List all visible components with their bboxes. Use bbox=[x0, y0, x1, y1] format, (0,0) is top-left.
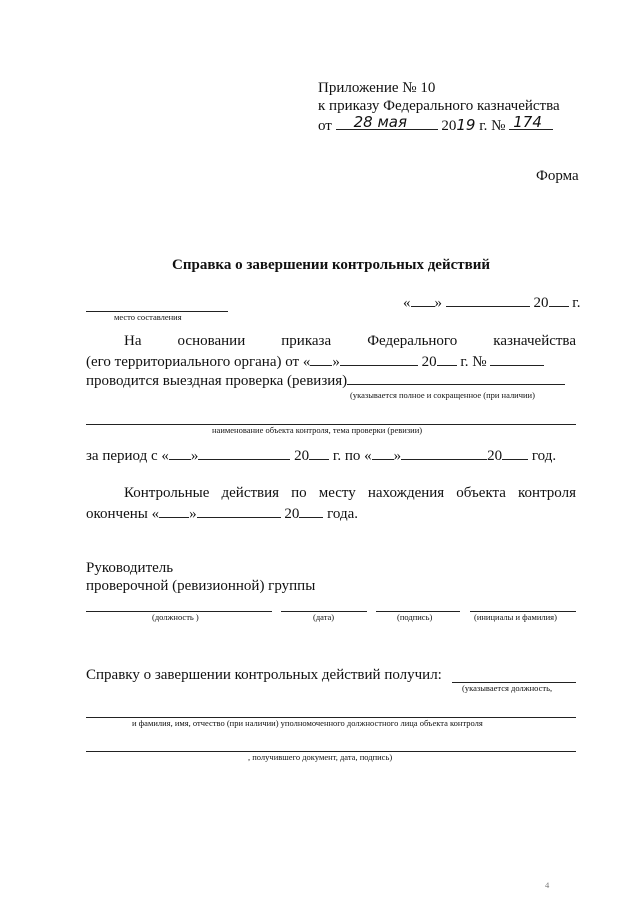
month-to-field bbox=[401, 447, 487, 460]
document-title: Справка о завершении контрольных действий bbox=[172, 257, 490, 273]
word: основании bbox=[177, 333, 246, 349]
date-handwritten: 28 мая bbox=[353, 113, 407, 131]
date-caption: (дата) bbox=[313, 612, 335, 622]
year-to-field bbox=[502, 447, 528, 460]
completion-line1: Контрольные действия по месту нахождения объекта контроля bbox=[124, 485, 576, 501]
day-to-field bbox=[372, 447, 394, 460]
year-prefix: 20 bbox=[294, 448, 310, 464]
receipt-caption3: , получившего документ, дата, подпись) bbox=[248, 752, 393, 762]
number-handwritten: 174 bbox=[513, 113, 542, 131]
receipt-caption1: (указывается должность, bbox=[462, 683, 553, 693]
number-label: г. № bbox=[460, 354, 487, 370]
paragraph1-line2 bbox=[86, 353, 544, 371]
full-name-caption: (указывается полное и сокращенное (при наличии) bbox=[350, 390, 535, 400]
day-field bbox=[411, 294, 435, 307]
number-field bbox=[490, 353, 544, 366]
form-label: Форма bbox=[536, 168, 579, 184]
head-title-line2: проверочной (ревизионной) группы bbox=[86, 578, 316, 594]
year-field bbox=[549, 294, 569, 307]
paragraph1-line1 bbox=[124, 333, 576, 350]
year-prefix: 20 bbox=[284, 506, 300, 522]
text: (его территориального органа) от « bbox=[86, 354, 311, 370]
completion-line2 bbox=[86, 505, 358, 523]
paragraph1-line3 bbox=[86, 372, 565, 390]
text: года. bbox=[327, 506, 359, 522]
year-prefix: 20 bbox=[441, 118, 457, 134]
text: » bbox=[189, 506, 197, 522]
text: » bbox=[393, 448, 402, 464]
day-field bbox=[159, 505, 189, 518]
quote-close: » bbox=[434, 295, 442, 311]
date-handwritten-field bbox=[336, 113, 438, 131]
year-suffix: г. № bbox=[479, 118, 506, 134]
word: казначейства bbox=[493, 333, 576, 349]
day-field bbox=[310, 353, 332, 366]
year-suffix: г. bbox=[572, 295, 581, 311]
month-field bbox=[340, 353, 418, 366]
word: приказа bbox=[281, 333, 332, 349]
text: г. по « bbox=[332, 448, 372, 464]
quote-open: « bbox=[403, 295, 411, 311]
receipt-caption2: и фамилия, имя, отчество (при наличии) уполномоченного должностного лица объекта контроля bbox=[132, 718, 483, 728]
text: окончены « bbox=[86, 506, 160, 522]
month-field bbox=[197, 505, 281, 518]
text: год. bbox=[531, 448, 557, 464]
footer-mark: 4 bbox=[545, 880, 550, 890]
number-handwritten-field bbox=[509, 113, 553, 131]
object-caption: наименование объекта контроля, тема проверки (ревизии) bbox=[212, 425, 423, 435]
text: проводится выездная проверка (ревизия) bbox=[86, 373, 348, 389]
order-reference: к приказу Федерального казначейства bbox=[318, 98, 560, 114]
text: » bbox=[332, 354, 340, 370]
day-from-field bbox=[169, 447, 191, 460]
name-caption: (инициалы и фамилия) bbox=[474, 612, 557, 622]
date-prefix: от bbox=[318, 118, 332, 134]
signature-caption: (подпись) bbox=[397, 612, 433, 622]
year-prefix: 20 bbox=[421, 354, 437, 370]
head-title-line1: Руководитель bbox=[86, 560, 174, 576]
month-field bbox=[446, 294, 530, 307]
word: Федерального bbox=[367, 333, 458, 349]
order-date-line bbox=[318, 113, 553, 135]
object-field bbox=[347, 372, 565, 385]
text: за период с « bbox=[86, 448, 169, 464]
year-field bbox=[437, 353, 457, 366]
place-date-row bbox=[403, 294, 580, 312]
year-prefix: 20 bbox=[533, 295, 549, 311]
appendix-number: Приложение № 10 bbox=[318, 80, 436, 96]
year-from-field bbox=[309, 447, 329, 460]
year-field bbox=[299, 505, 323, 518]
month-from-field bbox=[198, 447, 290, 460]
text: » bbox=[190, 448, 199, 464]
word: На bbox=[124, 333, 142, 349]
place-caption: место составления bbox=[114, 312, 182, 322]
position-caption: (должность ) bbox=[152, 612, 199, 622]
receipt-label: Справку о завершении контрольных действий получил: bbox=[86, 667, 442, 683]
period-row bbox=[86, 447, 556, 465]
year-handwritten: 19 bbox=[456, 116, 476, 134]
year-prefix: 20 bbox=[487, 448, 503, 464]
